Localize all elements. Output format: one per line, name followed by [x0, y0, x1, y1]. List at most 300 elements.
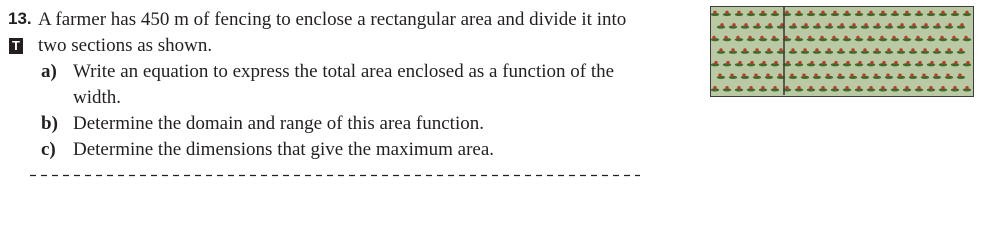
- plant-fruit: [930, 61, 933, 64]
- plant-fruit: [738, 61, 741, 64]
- plant-fruit: [749, 86, 752, 89]
- plant-fruit: [910, 73, 913, 76]
- crop-plant: [843, 86, 851, 91]
- crop-plant: [945, 73, 953, 78]
- plant-fruit: [750, 61, 753, 64]
- plant-fruit: [791, 48, 794, 51]
- crop-plant: [927, 11, 935, 17]
- problem-intro-line2: two sections as shown.: [38, 35, 213, 56]
- crop-plant: [747, 11, 755, 17]
- crop-plant: [711, 61, 719, 67]
- crop-plant: [807, 86, 815, 91]
- plant-fruit: [809, 11, 812, 14]
- crop-plant: [771, 61, 779, 67]
- crop-plant: [807, 11, 815, 17]
- plant-fruit: [749, 11, 752, 14]
- crop-plant: [723, 11, 731, 17]
- crop-plant: [873, 73, 881, 78]
- crop-plant: [885, 73, 893, 78]
- crop-plant: [795, 11, 803, 17]
- plant-fruit: [796, 36, 799, 39]
- plant-fruit: [755, 48, 758, 51]
- plant-fruit: [784, 36, 787, 39]
- part-c-letter: c): [41, 139, 56, 160]
- plant-fruit: [852, 23, 855, 26]
- plant-fruit: [857, 86, 860, 89]
- plant-fruit: [762, 61, 765, 64]
- crop-plant: [891, 36, 899, 42]
- crop-plant: [735, 11, 743, 17]
- plant-fruit: [958, 73, 961, 76]
- crop-plant: [837, 48, 845, 54]
- crop-plant: [861, 23, 869, 29]
- crop-plant: [915, 11, 923, 17]
- plant-fruit: [928, 36, 931, 39]
- crop-plant: [813, 73, 821, 78]
- plant-fruit: [725, 11, 728, 14]
- crop-plant: [945, 23, 953, 29]
- plant-fruit: [851, 48, 854, 51]
- part-a-line2: width.: [73, 87, 122, 108]
- crop-plant: [927, 61, 935, 67]
- plant-fruit: [786, 61, 789, 64]
- technology-icon: T: [9, 38, 23, 54]
- crop-plant: [729, 48, 737, 54]
- crop-plant: [831, 11, 839, 17]
- plant-fruit: [941, 11, 944, 14]
- plant-fruit: [833, 86, 836, 89]
- crop-plant: [819, 61, 827, 67]
- crop-plant: [819, 36, 827, 42]
- crop-plant: [951, 36, 959, 42]
- plant-fruit: [845, 86, 848, 89]
- plant-fruit: [911, 48, 914, 51]
- problem-number: 13.: [8, 9, 32, 28]
- plant-fruit: [810, 61, 813, 64]
- crop-plant: [921, 23, 929, 29]
- plant-fruit: [821, 86, 824, 89]
- crop-plant: [795, 86, 803, 91]
- crop-plant: [909, 48, 917, 54]
- crop-plant: [753, 48, 761, 54]
- crop-plant: [909, 73, 917, 78]
- crop-plant: [735, 36, 743, 42]
- crop-plant: [885, 48, 893, 54]
- plant-fruit: [808, 36, 811, 39]
- plant-fruit: [737, 11, 740, 14]
- plant-fruit: [886, 73, 889, 76]
- crop-plant: [855, 36, 863, 42]
- crop-plant: [957, 48, 965, 54]
- crop-plant: [801, 73, 809, 78]
- crop-plant: [753, 73, 761, 78]
- crop-plant: [909, 23, 917, 29]
- crop-plant: [873, 23, 881, 29]
- crop-plant: [843, 61, 851, 67]
- crop-plant: [939, 11, 947, 17]
- plant-fruit: [743, 48, 746, 51]
- plant-fruit: [858, 61, 861, 64]
- plant-fruit: [792, 23, 795, 26]
- crop-plant: [717, 23, 725, 29]
- crop-plant: [759, 61, 767, 67]
- crop-plant: [855, 61, 863, 67]
- crop-plant: [849, 23, 857, 29]
- crop-plant: [915, 61, 923, 67]
- crop-plant: [831, 36, 839, 42]
- plant-fruit: [905, 86, 908, 89]
- crop-plant: [879, 11, 887, 17]
- crop-plant: [921, 48, 929, 54]
- crop-plant: [891, 86, 899, 91]
- plant-fruit: [887, 48, 890, 51]
- divided-field-figure: [710, 6, 974, 97]
- crop-plant: [837, 73, 845, 78]
- plant-fruit: [724, 36, 727, 39]
- plant-fruit: [720, 23, 723, 26]
- crop-plant: [879, 36, 887, 42]
- plant-fruit: [864, 23, 867, 26]
- plant-fruit: [839, 48, 842, 51]
- part-b-text: Determine the domain and range of this area function.: [73, 113, 484, 134]
- crop-plant: [855, 11, 863, 17]
- crop-plant: [939, 86, 947, 91]
- crop-plant: [867, 11, 875, 17]
- crop-plant: [807, 36, 815, 42]
- plant-fruit: [953, 86, 956, 89]
- plant-fruit: [862, 73, 865, 76]
- plant-fruit: [712, 36, 715, 39]
- plant-fruit: [965, 11, 968, 14]
- crop-plant: [741, 73, 749, 78]
- plant-fruit: [856, 36, 859, 39]
- plant-fruit: [713, 11, 716, 14]
- crop-plant: [927, 86, 935, 91]
- crop-plant: [933, 23, 941, 29]
- field-crops-drawing: [711, 7, 972, 95]
- plant-fruit: [822, 61, 825, 64]
- part-c-text: Determine the dimensions that give the maximum area.: [73, 139, 495, 160]
- plant-fruit: [779, 48, 782, 51]
- crop-plant: [951, 61, 959, 67]
- plant-fruit: [904, 36, 907, 39]
- plant-fruit: [761, 11, 764, 14]
- plant-fruit: [730, 73, 733, 76]
- plant-fruit: [760, 36, 763, 39]
- crop-plant: [789, 73, 797, 78]
- plant-fruit: [815, 48, 818, 51]
- plant-fruit: [934, 73, 937, 76]
- crop-plant: [741, 23, 749, 29]
- plant-fruit: [826, 73, 829, 76]
- crop-plant: [903, 11, 911, 17]
- plant-fruit: [737, 86, 740, 89]
- plant-fruit: [798, 61, 801, 64]
- plant-fruit: [804, 23, 807, 26]
- plant-fruit: [892, 36, 895, 39]
- plant-fruit: [832, 36, 835, 39]
- crop-plant: [711, 36, 719, 42]
- crop-plant: [741, 48, 749, 54]
- plant-fruit: [964, 36, 967, 39]
- crop-plant: [939, 36, 947, 42]
- plant-fruit: [726, 61, 729, 64]
- crop-plant: [951, 11, 959, 17]
- crop-plant: [903, 36, 911, 42]
- plant-fruit: [797, 86, 800, 89]
- plant-fruit: [816, 23, 819, 26]
- plant-fruit: [941, 86, 944, 89]
- crop-plant: [837, 23, 845, 29]
- plant-fruit: [761, 86, 764, 89]
- plant-fruit: [742, 73, 745, 76]
- plant-fruit: [767, 48, 770, 51]
- crop-plant: [903, 61, 911, 67]
- crop-plant: [813, 48, 821, 54]
- plant-fruit: [916, 36, 919, 39]
- crop-plant: [825, 48, 833, 54]
- crop-plant: [867, 36, 875, 42]
- plant-fruit: [880, 36, 883, 39]
- plant-fruit: [965, 86, 968, 89]
- crop-plant: [819, 86, 827, 91]
- plant-fruit: [713, 86, 716, 89]
- plant-fruit: [846, 61, 849, 64]
- plant-fruit: [906, 61, 909, 64]
- crop-plant: [963, 86, 971, 91]
- plant-fruit: [809, 86, 812, 89]
- plant-fruit: [756, 23, 759, 26]
- crop-plant: [843, 11, 851, 17]
- crop-plant: [765, 48, 773, 54]
- plant-fruit: [844, 36, 847, 39]
- plant-fruit: [882, 61, 885, 64]
- plant-fruit: [766, 73, 769, 76]
- plant-fruit: [803, 48, 806, 51]
- crop-plant: [891, 61, 899, 67]
- plant-fruit: [894, 61, 897, 64]
- problem-intro-line1: A farmer has 450 m of fencing to enclose a rectangular area and divide it into: [38, 9, 627, 30]
- plant-fruit: [888, 23, 891, 26]
- plant-fruit: [905, 11, 908, 14]
- plant-fruit: [774, 61, 777, 64]
- plant-fruit: [838, 73, 841, 76]
- plant-fruit: [874, 73, 877, 76]
- crop-plant: [723, 36, 731, 42]
- plant-fruit: [768, 23, 771, 26]
- plant-fruit: [714, 61, 717, 64]
- plant-fruit: [744, 23, 747, 26]
- plant-fruit: [940, 36, 943, 39]
- crop-plant: [843, 36, 851, 42]
- crop-plant: [825, 23, 833, 29]
- plant-fruit: [948, 23, 951, 26]
- crop-plant: [849, 73, 857, 78]
- crop-plant: [723, 86, 731, 91]
- plant-fruit: [833, 11, 836, 14]
- plant-fruit: [929, 11, 932, 14]
- plant-fruit: [718, 73, 721, 76]
- plant-fruit: [857, 11, 860, 14]
- plant-fruit: [725, 86, 728, 89]
- crop-plant: [927, 36, 935, 42]
- crop-plant: [771, 86, 779, 91]
- part-b-letter: b): [41, 113, 58, 134]
- plant-fruit: [731, 48, 734, 51]
- crop-plant: [867, 86, 875, 91]
- plant-fruit: [814, 73, 817, 76]
- crop-plant: [957, 23, 965, 29]
- crop-plant: [759, 11, 767, 17]
- crop-plant: [939, 61, 947, 67]
- crop-plant: [825, 73, 833, 78]
- crop-plant: [861, 48, 869, 54]
- plant-fruit: [929, 86, 932, 89]
- plant-fruit: [863, 48, 866, 51]
- crop-plant: [771, 36, 779, 42]
- crop-plant: [855, 86, 863, 91]
- crop-plant: [759, 36, 767, 42]
- plant-fruit: [876, 23, 879, 26]
- plant-fruit: [917, 86, 920, 89]
- plant-fruit: [869, 86, 872, 89]
- crop-plant: [723, 61, 731, 67]
- part-a-letter: a): [41, 61, 57, 82]
- crop-plant: [891, 11, 899, 17]
- crop-plant: [897, 23, 905, 29]
- plant-fruit: [797, 11, 800, 14]
- plant-fruit: [850, 73, 853, 76]
- crop-plant: [789, 48, 797, 54]
- crop-plant: [933, 73, 941, 78]
- plant-fruit: [828, 23, 831, 26]
- plant-fruit: [790, 73, 793, 76]
- crop-plant: [915, 36, 923, 42]
- plant-fruit: [845, 11, 848, 14]
- plant-fruit: [923, 48, 926, 51]
- plant-fruit: [773, 86, 776, 89]
- crop-plant: [795, 61, 803, 67]
- crop-plant: [897, 48, 905, 54]
- crop-plant: [771, 11, 779, 17]
- plant-fruit: [868, 36, 871, 39]
- plant-fruit: [736, 36, 739, 39]
- crop-plant: [813, 23, 821, 29]
- plant-fruit: [840, 23, 843, 26]
- crop-plant: [711, 11, 719, 17]
- crop-plant: [879, 86, 887, 91]
- plant-fruit: [748, 36, 751, 39]
- crop-plant: [963, 36, 971, 42]
- crop-plant: [951, 86, 959, 91]
- plant-fruit: [875, 48, 878, 51]
- plant-fruit: [785, 86, 788, 89]
- crop-plant: [759, 86, 767, 91]
- crop-plant: [933, 48, 941, 54]
- cut-off-text-fragment: [0, 174, 982, 177]
- crop-plant: [873, 48, 881, 54]
- plant-fruit: [778, 73, 781, 76]
- cut-off-next-line: [0, 174, 982, 177]
- plant-fruit: [772, 36, 775, 39]
- crop-plant: [867, 61, 875, 67]
- crop-plant: [921, 73, 929, 78]
- plant-fruit: [942, 61, 945, 64]
- crop-plant: [735, 61, 743, 67]
- plant-fruit: [732, 23, 735, 26]
- crop-plant: [765, 73, 773, 78]
- crop-plant: [717, 73, 725, 78]
- plant-fruit: [869, 11, 872, 14]
- crop-plant: [717, 48, 725, 54]
- crop-plant: [903, 86, 911, 91]
- plant-fruit: [924, 23, 927, 26]
- crop-plant: [747, 36, 755, 42]
- plant-fruit: [922, 73, 925, 76]
- plant-fruit: [834, 61, 837, 64]
- crop-plant: [795, 36, 803, 42]
- crop-plant: [879, 61, 887, 67]
- plant-fruit: [960, 23, 963, 26]
- crop-plant: [849, 48, 857, 54]
- crop-plant: [747, 61, 755, 67]
- plant-fruit: [893, 11, 896, 14]
- plant-fruit: [918, 61, 921, 64]
- plant-fruit: [946, 73, 949, 76]
- plant-fruit: [780, 23, 783, 26]
- plant-fruit: [912, 23, 915, 26]
- plant-fruit: [820, 36, 823, 39]
- crop-plant: [963, 61, 971, 67]
- crop-plant: [885, 23, 893, 29]
- plant-fruit: [966, 61, 969, 64]
- crop-plant: [729, 73, 737, 78]
- plant-fruit: [947, 48, 950, 51]
- crop-plant: [861, 73, 869, 78]
- plant-fruit: [900, 23, 903, 26]
- plant-fruit: [953, 11, 956, 14]
- plant-fruit: [898, 73, 901, 76]
- plant-fruit: [881, 11, 884, 14]
- crop-plant: [789, 23, 797, 29]
- crop-plant: [765, 23, 773, 29]
- plant-fruit: [959, 48, 962, 51]
- plant-fruit: [785, 11, 788, 14]
- crop-plant: [957, 73, 965, 78]
- crop-plant: [915, 86, 923, 91]
- plant-fruit: [954, 61, 957, 64]
- plant-fruit: [917, 11, 920, 14]
- crop-plant: [735, 86, 743, 91]
- crop-plant: [801, 48, 809, 54]
- plant-fruit: [827, 48, 830, 51]
- crop-plant: [747, 86, 755, 91]
- plant-fruit: [719, 48, 722, 51]
- crop-plant: [945, 48, 953, 54]
- crop-plant: [729, 23, 737, 29]
- plant-fruit: [802, 73, 805, 76]
- crop-plant: [711, 86, 719, 91]
- plant-fruit: [952, 36, 955, 39]
- crop-plant: [831, 61, 839, 67]
- crop-plant: [807, 61, 815, 67]
- crop-plant: [801, 23, 809, 29]
- plant-fruit: [893, 86, 896, 89]
- plant-fruit: [821, 11, 824, 14]
- plant-fruit: [899, 48, 902, 51]
- plant-fruit: [870, 61, 873, 64]
- plant-fruit: [754, 73, 757, 76]
